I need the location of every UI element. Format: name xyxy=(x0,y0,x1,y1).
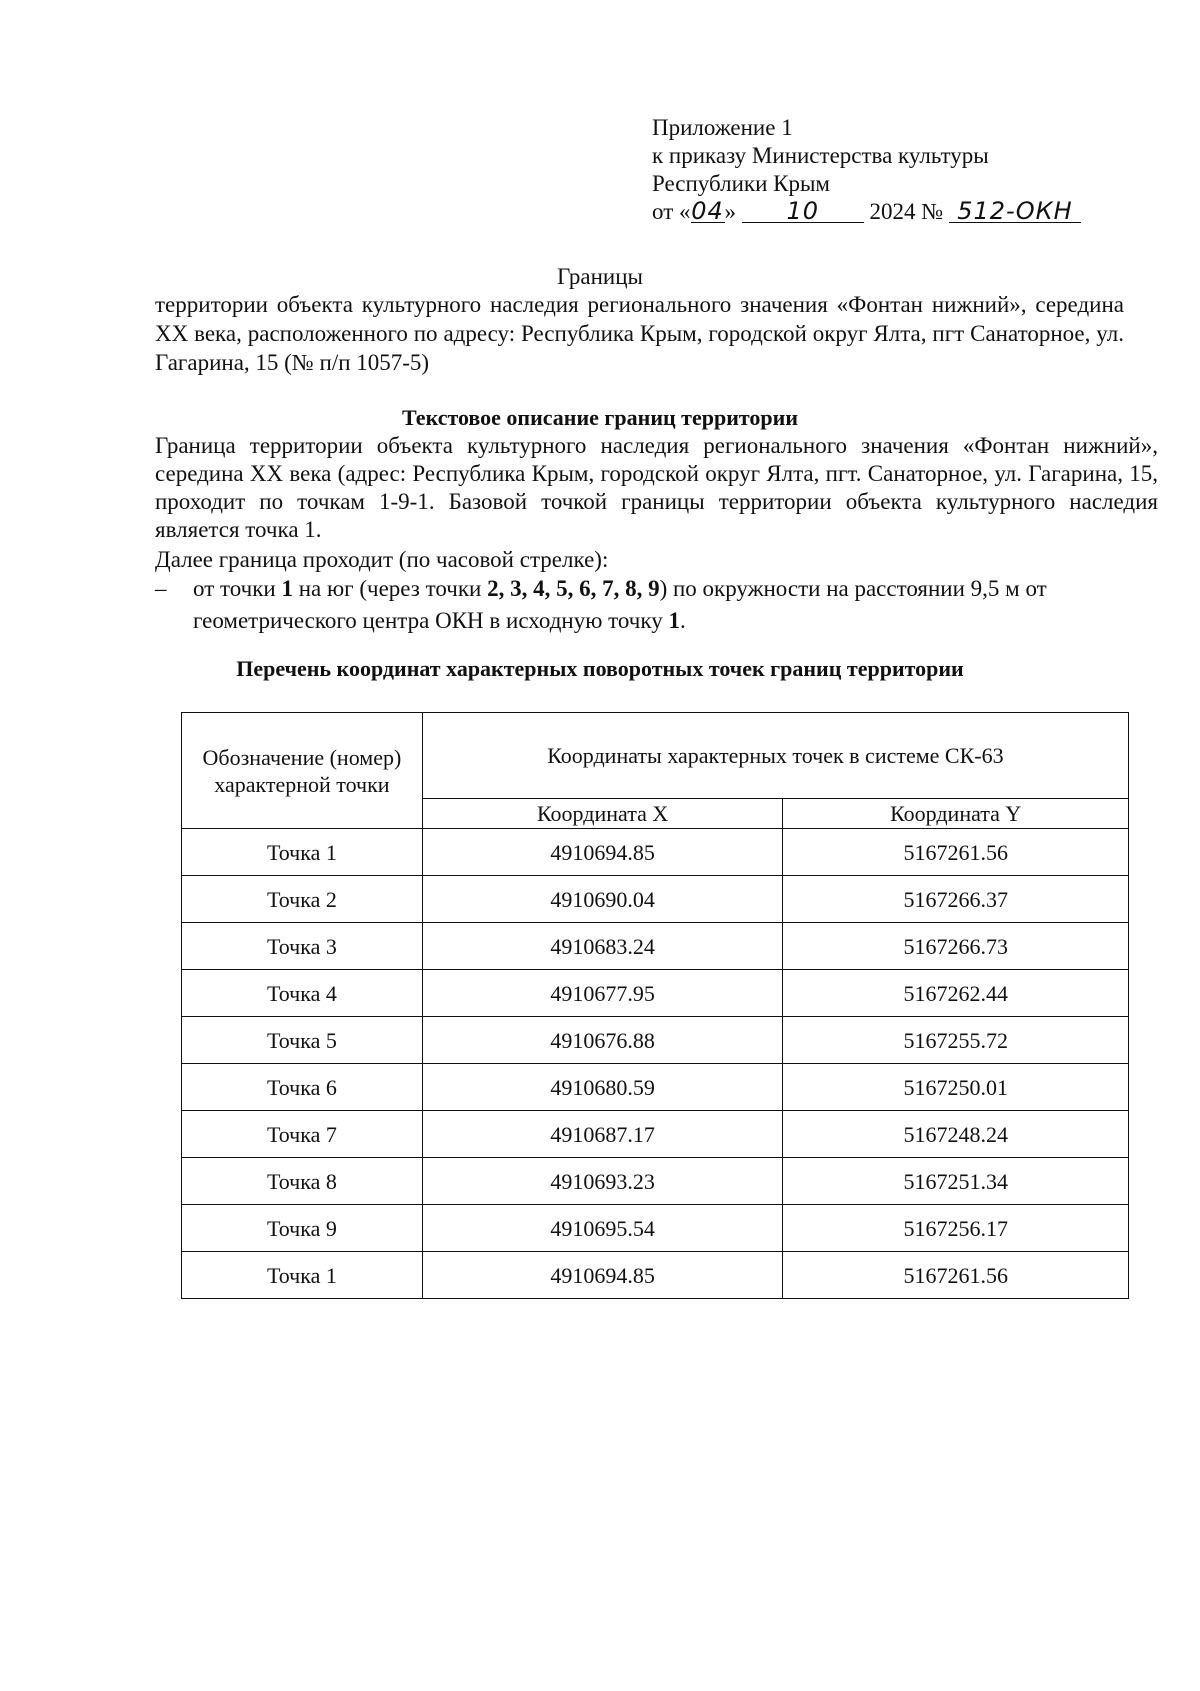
bullet-bold-3: 1 xyxy=(668,608,680,633)
table-heading: Перечень координат характерных поворотных точек границ территории xyxy=(236,656,964,681)
y-cell: 5167255.72 xyxy=(783,1017,1129,1064)
coordinates-group-header: Координаты характерных точек в системе СК-63 xyxy=(422,713,1128,799)
point-cell: Точка 6 xyxy=(182,1064,423,1111)
bullet-bold-2: 2, 3, 4, 5, 6, 7, 8, 9 xyxy=(487,576,660,601)
y-cell: 5167251.34 xyxy=(783,1158,1129,1205)
description-heading: Текстовое описание границ территории xyxy=(401,405,799,430)
date-month: 10 xyxy=(742,200,864,223)
point-cell: Точка 1 xyxy=(182,829,423,876)
x-cell: 4910677.95 xyxy=(422,970,783,1017)
boundary-route-item xyxy=(155,573,1158,637)
x-cell: 4910693.23 xyxy=(422,1158,783,1205)
y-cell: 5167266.37 xyxy=(783,876,1129,923)
bullet-dash: – xyxy=(155,576,167,601)
point-cell: Точка 7 xyxy=(182,1111,423,1158)
x-cell: 4910694.85 xyxy=(422,829,783,876)
y-cell: 5167266.73 xyxy=(783,923,1129,970)
annex-line-2: к приказу Министерства культуры xyxy=(652,143,989,168)
date-prefix: от « xyxy=(652,199,691,224)
x-cell: 4910695.54 xyxy=(422,1205,783,1252)
point-cell: Точка 8 xyxy=(182,1158,423,1205)
bullet-bold-1: 1 xyxy=(281,576,293,601)
table-row xyxy=(182,876,1129,923)
bullet-part-4: . xyxy=(679,608,686,633)
table-row xyxy=(182,829,1129,876)
x-cell: 4910680.59 xyxy=(422,1064,783,1111)
point-column-header: Обозначение (номер) характерной точки xyxy=(182,713,423,829)
x-cell: 4910683.24 xyxy=(422,923,783,970)
document-title: Границы xyxy=(557,264,643,289)
annex-block xyxy=(652,114,1081,226)
x-cell: 4910694.85 xyxy=(422,1252,783,1299)
x-cell: 4910676.88 xyxy=(422,1017,783,1064)
y-cell: 5167262.44 xyxy=(783,970,1129,1017)
point-cell: Точка 2 xyxy=(182,876,423,923)
coordinates-table xyxy=(181,712,1129,1299)
point-cell: Точка 4 xyxy=(182,970,423,1017)
y-cell: 5167250.01 xyxy=(783,1064,1129,1111)
y-column-header: Координата Y xyxy=(783,799,1129,829)
description-paragraph: Граница территории объекта культурного наследия регионального значения «Фонтан нижний», середина XX века (адрес: Республика Крым, городской округ Ялта, пгт. Санаторное, ул. Гагарина, 15, проходит по точкам 1-9-1. Базовой точкой границы территории объекта культурного наследия является точка 1. xyxy=(155,433,1158,542)
date-mid: » xyxy=(724,199,736,224)
y-cell: 5167256.17 xyxy=(783,1205,1129,1252)
annex-line-3: Республики Крым xyxy=(652,171,830,196)
table-row xyxy=(182,970,1129,1017)
y-cell: 5167261.56 xyxy=(783,829,1129,876)
annex-line-1: Приложение 1 xyxy=(652,115,793,140)
y-cell: 5167261.56 xyxy=(783,1252,1129,1299)
bullet-part-1: от точки xyxy=(193,576,282,601)
date-day: 04 xyxy=(691,197,724,225)
x-column-header: Координата X xyxy=(422,799,783,829)
table-row xyxy=(182,1017,1129,1064)
order-number: 512-ОКН xyxy=(949,200,1081,223)
date-year-no: 2024 № xyxy=(869,199,944,224)
document-subject: территории объекта культурного наследия регионального значения «Фонтан нижний», середина XX века, расположенного по адресу: Республика Крым, городской округ Ялта, пгт Санаторное, ул. Гагарина, 15 (№ п/п 1057-5) xyxy=(155,292,1124,375)
table-row xyxy=(182,1252,1129,1299)
bullet-part-2: на юг (через точки xyxy=(292,576,488,601)
table-body xyxy=(182,829,1129,1299)
point-cell: Точка 1 xyxy=(182,1252,423,1299)
description-continuation: Далее граница проходит (по часовой стрелке): xyxy=(155,547,609,572)
x-cell: 4910690.04 xyxy=(422,876,783,923)
bullet-part-3: ) по окружности на расстоянии 9,5 м от геометрического центра ОКН в исходную точку xyxy=(193,576,1047,633)
x-cell: 4910687.17 xyxy=(422,1111,783,1158)
annex-date-line xyxy=(652,198,1081,226)
table-row xyxy=(182,923,1129,970)
table-row xyxy=(182,1064,1129,1111)
point-cell: Точка 3 xyxy=(182,923,423,970)
point-cell: Точка 5 xyxy=(182,1017,423,1064)
bullet-text xyxy=(193,573,1158,637)
table-row xyxy=(182,1158,1129,1205)
table-row xyxy=(182,1111,1129,1158)
point-cell: Точка 9 xyxy=(182,1205,423,1252)
table-row xyxy=(182,1205,1129,1252)
y-cell: 5167248.24 xyxy=(783,1111,1129,1158)
